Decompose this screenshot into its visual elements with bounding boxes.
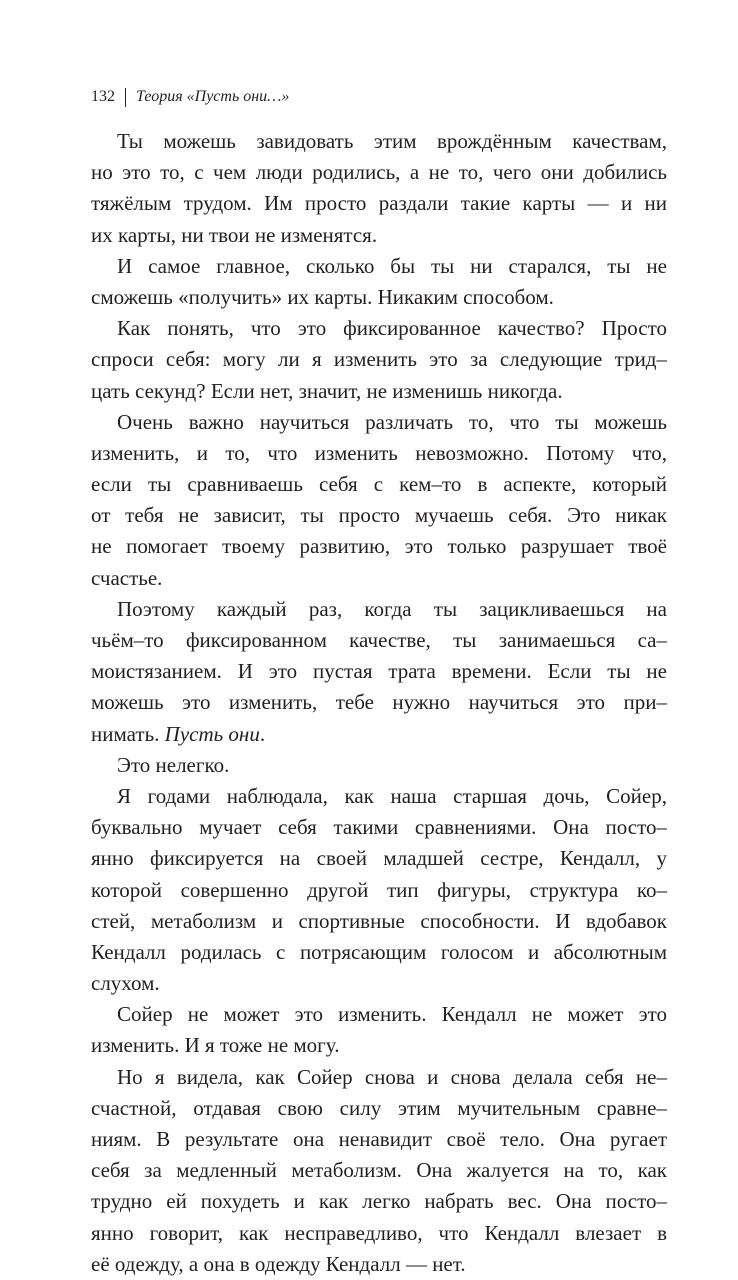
text-line: И самое главное, сколько бы ты ни старался, ты не — [117, 253, 667, 278]
running-head — [91, 86, 289, 108]
text-line: моистязанием. И это пустая трата времени. Если ты не — [91, 659, 667, 684]
text-line: цать секунд? Если нет, значит, не изменишь никогда. — [91, 378, 563, 403]
text-line: Ты можешь завидовать этим врождённым качествам, — [117, 129, 667, 153]
text-line: слухом. — [91, 971, 160, 996]
text-line: Очень важно научиться различать то, что ты можешь — [117, 409, 667, 434]
text-line: стей, метаболизм и спортивные способности. И вдобавок — [91, 908, 667, 933]
page-number: 132 — [91, 88, 115, 105]
text-line: чьём–то фиксированном качестве, ты занимаешься са– — [91, 628, 667, 652]
text-line: если ты сравниваешь себя с кем–то в аспекте, который — [91, 472, 667, 497]
text-line: буквально мучает себя такими сравнениями. Она посто– — [91, 815, 667, 840]
text-line: не помогает твоему развитию, это только разрушает твоё — [91, 534, 667, 559]
text-line: тяжёлым трудом. Им просто раздали такие карты — и ни — [91, 191, 667, 216]
text-line: от тебя не зависит, ты просто мучаешь себя. Это никак — [91, 503, 667, 528]
text-line: ниям. В результате она ненавидит своё тело. Она ругает — [91, 1127, 667, 1151]
text-line: изменить. И я тоже не могу. — [91, 1033, 340, 1058]
text-line: её одежду, а она в одежду Кендалл — нет. — [91, 1251, 466, 1276]
text-line: сможешь «получить» их карты. Никаким способом. — [91, 284, 554, 309]
text-line: Сойер не может это изменить. Кендалл не может это — [117, 1002, 667, 1027]
text-line: Кендалл родилась с потрясающим голосом и абсолютным — [91, 939, 667, 964]
text-line — [91, 719, 667, 750]
header-divider — [125, 88, 126, 107]
text-line: счастной, отдавая свою силу этим мучительным сравне– — [91, 1095, 667, 1120]
text-line: Как понять, что это фиксированное качество? Просто — [117, 316, 667, 341]
text-fragment: нимать. — [91, 721, 160, 746]
text-line: спроси себя: могу ли я изменить это за следующие трид– — [91, 347, 667, 372]
text-line: можешь это изменить, тебе нужно научиться это при– — [91, 690, 667, 715]
text-line: Поэтому каждый раз, когда ты зацикливаешься на — [117, 596, 667, 621]
text-line: Но я видела, как Сойер снова и снова делала себя не– — [117, 1064, 667, 1089]
text-line: их карты, ни твои не изменятся. — [91, 222, 378, 247]
body-text — [91, 126, 667, 1280]
text-line: Я годами наблюдала, как наша старшая дочь, Сойер, — [117, 783, 667, 808]
text-line: Это нелегко. — [117, 752, 230, 777]
text-line: себя за медленный метаболизм. Она жалуется на то, как — [91, 1158, 667, 1183]
text-line: счастье. — [91, 565, 163, 590]
text-line: трудно ей похудеть и как легко набрать вес. Она посто– — [91, 1189, 667, 1214]
text-line: янно говорит, как несправедливо, что Кендалл влезает в — [91, 1220, 667, 1245]
text-line: которой совершенно другой тип фигуры, структура ко– — [91, 877, 667, 902]
text-fragment: . — [259, 721, 266, 746]
text-line: изменить, и то, что изменить невозможно. Потому что, — [91, 440, 667, 465]
text-line: янно фиксируется на своей младшей сестре, Кендалл, у — [91, 846, 667, 871]
italic-phrase: Пусть они — [164, 721, 260, 746]
running-title: Теория «Пусть они…» — [136, 88, 290, 105]
text-line: но это то, с чем люди родились, а не то, чего они добились — [91, 160, 667, 185]
